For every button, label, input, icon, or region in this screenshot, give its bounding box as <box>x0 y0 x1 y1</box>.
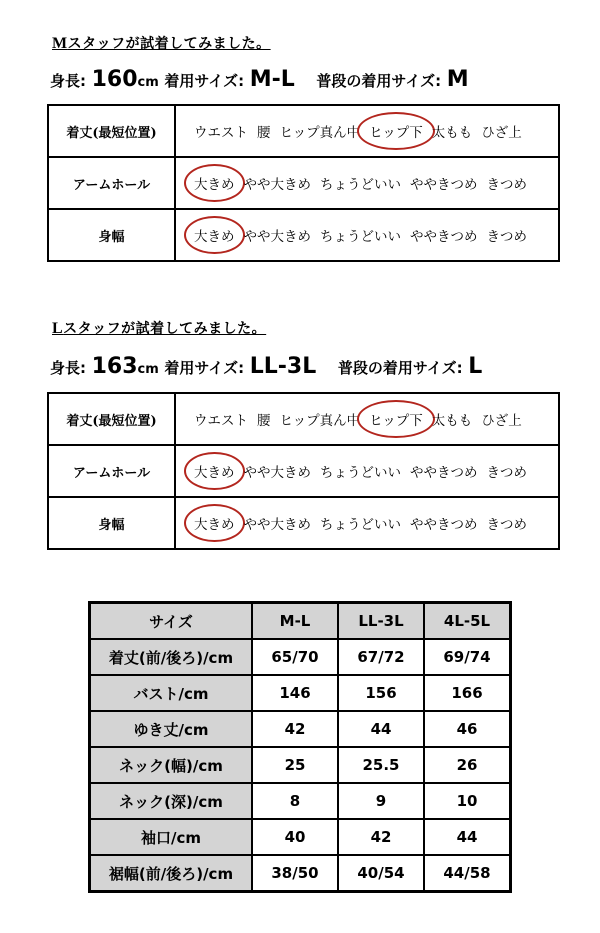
fit-option-selected: 大きめ <box>194 225 235 245</box>
fit-option: ひざ上 <box>481 125 522 141</box>
size-cell: 44 <box>424 819 510 855</box>
fit-option: やや大きめ <box>243 177 311 193</box>
fit-option: ややきつめ <box>410 465 478 481</box>
fit-table-l <box>47 392 560 550</box>
fit-option-selected: 大きめ <box>194 461 235 481</box>
try-size-value: M-L <box>249 67 295 92</box>
staff-heading-l: Lスタッフが試着してみました。 <box>52 320 267 337</box>
fit-option: きつめ <box>486 177 527 193</box>
usual-size-label: 普段の着用サイズ: <box>316 72 442 90</box>
height-value: 163 <box>91 354 138 379</box>
size-column-header: LL-3L <box>338 603 424 639</box>
fit-option: ややきつめ <box>410 517 478 533</box>
size-cell: 166 <box>424 675 510 711</box>
size-cell: 40 <box>252 819 338 855</box>
fit-option: やや大きめ <box>243 229 311 245</box>
fit-row-label: アームホール <box>48 157 175 209</box>
size-row <box>90 747 510 783</box>
fit-options <box>175 393 559 445</box>
size-cell: 26 <box>424 747 510 783</box>
size-row <box>90 675 510 711</box>
fit-option: きつめ <box>486 465 527 481</box>
size-corner-header: サイズ <box>90 603 252 639</box>
size-row-label: ネック(深)/cm <box>90 783 252 819</box>
size-cell: 146 <box>252 675 338 711</box>
fit-option: きつめ <box>486 517 527 533</box>
fit-row <box>48 497 559 549</box>
size-cell: 42 <box>252 711 338 747</box>
size-column-header: M-L <box>252 603 338 639</box>
fit-option: 太もも <box>431 125 473 141</box>
size-cell: 65/70 <box>252 639 338 675</box>
fit-option: ちょうどいい <box>320 229 401 245</box>
fit-option: きつめ <box>486 229 527 245</box>
size-table <box>88 601 512 893</box>
fit-option: 太もも <box>431 413 473 429</box>
size-cell: 67/72 <box>338 639 424 675</box>
fit-options <box>175 445 559 497</box>
fit-option: ちょうどいい <box>320 465 401 481</box>
fit-row-label: 身幅 <box>48 497 175 549</box>
fit-row <box>48 157 559 209</box>
fit-row-label: 身幅 <box>48 209 175 261</box>
fit-option: ヒップ真ん中 <box>279 125 361 141</box>
size-cell: 25.5 <box>338 747 424 783</box>
height-value: 160 <box>91 67 138 92</box>
fit-option: ややきつめ <box>410 229 478 245</box>
size-row-label: バスト/cm <box>90 675 252 711</box>
fit-option: ウエスト <box>194 413 248 429</box>
fit-option: ウエスト <box>194 125 248 141</box>
size-row-label: 裾幅(前/後ろ)/cm <box>90 855 252 891</box>
fit-options <box>175 157 559 209</box>
size-cell: 46 <box>424 711 510 747</box>
size-cell: 44 <box>338 711 424 747</box>
size-cell: 42 <box>338 819 424 855</box>
size-row-label: 着丈(前/後ろ)/cm <box>90 639 252 675</box>
size-row-label: ゆき丈/cm <box>90 711 252 747</box>
staff-info-l <box>50 354 482 379</box>
fit-row <box>48 445 559 497</box>
staff-heading-m: Mスタッフが試着してみました。 <box>52 35 271 52</box>
fit-option-selected: 大きめ <box>194 173 235 193</box>
fit-row-label: アームホール <box>48 445 175 497</box>
fit-option: 腰 <box>257 413 271 429</box>
height-label: 身長: <box>50 72 86 90</box>
fit-row <box>48 393 559 445</box>
try-size-label: 着用サイズ: <box>164 72 245 90</box>
fit-option: ひざ上 <box>481 413 522 429</box>
height-label: 身長: <box>50 359 86 377</box>
usual-size-value: M <box>446 67 469 92</box>
fit-row <box>48 105 559 157</box>
size-cell: 10 <box>424 783 510 819</box>
fit-options <box>175 105 559 157</box>
size-column-header: 4L-5L <box>424 603 510 639</box>
size-cell: 25 <box>252 747 338 783</box>
size-cell: 38/50 <box>252 855 338 891</box>
size-cell: 44/58 <box>424 855 510 891</box>
fit-option: ちょうどいい <box>320 517 401 533</box>
fit-options <box>175 497 559 549</box>
fit-option: ややきつめ <box>410 177 478 193</box>
usual-size-label: 普段の着用サイズ: <box>337 359 463 377</box>
fit-option: 腰 <box>257 125 271 141</box>
try-size-value: LL-3L <box>249 354 317 379</box>
fit-table-m <box>47 104 560 262</box>
size-cell: 69/74 <box>424 639 510 675</box>
fit-option: ちょうどいい <box>320 177 401 193</box>
fit-option: やや大きめ <box>243 517 311 533</box>
size-row <box>90 819 510 855</box>
size-row <box>90 855 510 891</box>
fit-option-selected: 大きめ <box>194 513 235 533</box>
fit-row-label: 着丈(最短位置) <box>48 105 175 157</box>
size-cell: 8 <box>252 783 338 819</box>
height-unit: cm <box>137 362 159 377</box>
size-row-label: 袖口/cm <box>90 819 252 855</box>
size-row-label: ネック(幅)/cm <box>90 747 252 783</box>
usual-size-value: L <box>468 354 483 379</box>
staff-info-m <box>50 67 469 92</box>
size-cell: 40/54 <box>338 855 424 891</box>
size-row <box>90 639 510 675</box>
fit-option: やや大きめ <box>243 465 311 481</box>
try-size-label: 着用サイズ: <box>164 359 245 377</box>
size-cell: 156 <box>338 675 424 711</box>
fit-options <box>175 209 559 261</box>
size-cell: 9 <box>338 783 424 819</box>
fit-option: ヒップ真ん中 <box>279 413 361 429</box>
fit-option-selected: ヒップ下 <box>369 121 423 141</box>
height-unit: cm <box>137 75 159 90</box>
size-row <box>90 783 510 819</box>
size-header-row <box>90 603 510 639</box>
size-row <box>90 711 510 747</box>
fit-row-label: 着丈(最短位置) <box>48 393 175 445</box>
fit-option-selected: ヒップ下 <box>369 409 423 429</box>
fit-row <box>48 209 559 261</box>
